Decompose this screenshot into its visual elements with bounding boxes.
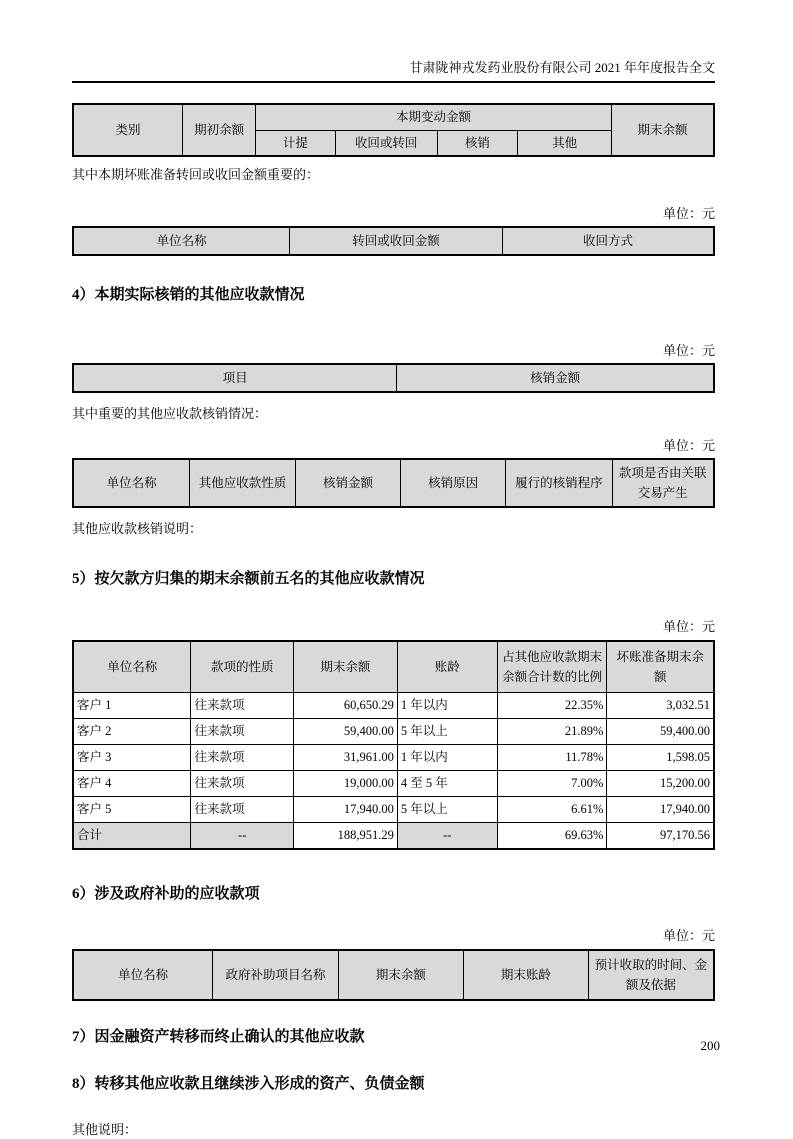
- table-cell: 合计: [73, 823, 191, 849]
- table-cell: --: [191, 823, 294, 849]
- important-writeoff-table: [72, 458, 715, 508]
- table-cell: 往来款项: [191, 797, 294, 823]
- note-important-reversals: 其中本期坏账准备转回或收回金额重要的：: [72, 167, 320, 182]
- table-row: [73, 227, 714, 255]
- unit-label: 单位：元: [662, 343, 715, 359]
- section-heading-8: 8）转移其他应收款且继续涉入形成的资产、负债金额: [72, 1075, 425, 1092]
- column-header: 核销金额: [397, 364, 714, 392]
- table-cell: 客户 2: [73, 719, 191, 745]
- column-header: 款项是否由关联交易产生: [612, 459, 714, 507]
- column-header: 单位名称: [73, 950, 213, 1000]
- table-cell: 22.35%: [497, 693, 607, 719]
- column-header: 单位名称: [73, 641, 191, 693]
- top5-other-receivables-table: [72, 640, 715, 850]
- column-header: 其他: [518, 130, 612, 156]
- table-cell: 客户 4: [73, 771, 191, 797]
- column-header: 核销: [437, 130, 518, 156]
- note-important-writeoffs: 其中重要的其他应收款核销情况：: [72, 406, 268, 422]
- table-cell: 往来款项: [191, 719, 294, 745]
- column-header: 占其他应收款期末余额合计数的比例: [497, 641, 607, 693]
- table-cell: 60,650.29: [293, 693, 397, 719]
- column-header: 款项的性质: [191, 641, 294, 693]
- column-header: 政府补助项目名称: [213, 950, 339, 1000]
- writeoff-amount-table: [72, 363, 715, 393]
- column-header: 收回方式: [502, 227, 714, 255]
- other-note: 其他说明：: [72, 1121, 138, 1137]
- column-header: 类别: [73, 104, 183, 156]
- table-cell: 188,951.29: [293, 823, 397, 849]
- table-cell: 5 年以上: [397, 797, 497, 823]
- column-header: 预计收取的时间、金额及依据: [588, 950, 714, 1000]
- table-cell: 往来款项: [191, 693, 294, 719]
- column-header: 坏账准备期末余额: [607, 641, 714, 693]
- table-cell: 19,000.00: [293, 771, 397, 797]
- column-header: 计提: [256, 130, 335, 156]
- document-header: [72, 0, 715, 83]
- unit-label: 单位：元: [662, 206, 715, 222]
- table-row: [73, 693, 714, 719]
- column-header: 履行的核销程序: [506, 459, 612, 507]
- table-cell: 4 至 5 年: [397, 771, 497, 797]
- column-header: 期末余额: [338, 950, 463, 1000]
- table-cell: 17,940.00: [293, 797, 397, 823]
- column-header: 期末余额: [611, 104, 714, 156]
- table-cell: 31,961.00: [293, 745, 397, 771]
- unit-label: 单位：元: [662, 618, 715, 634]
- column-header: 期初余额: [183, 104, 256, 156]
- unit-label: 单位：元: [662, 438, 715, 454]
- table-cell: 97,170.56: [607, 823, 714, 849]
- table-row: [73, 719, 714, 745]
- table-cell: 5 年以上: [397, 719, 497, 745]
- column-header: 其他应收款性质: [190, 459, 296, 507]
- table-cell: --: [397, 823, 497, 849]
- column-header: 单位名称: [73, 459, 190, 507]
- table-cell: 1,598.05: [607, 745, 714, 771]
- table-cell: 59,400.00: [607, 719, 714, 745]
- table-cell: 6.61%: [497, 797, 607, 823]
- table-cell: 1 年以内: [397, 693, 497, 719]
- table-cell: 往来款项: [191, 745, 294, 771]
- table-row: [73, 797, 714, 823]
- table-cell: 59,400.00: [293, 719, 397, 745]
- table-cell: 15,200.00: [607, 771, 714, 797]
- table-row: [73, 771, 714, 797]
- bad-debt-change-table: [72, 103, 715, 157]
- section-heading-5: 5）按欠款方归集的期末余额前五名的其他应收款情况: [72, 570, 425, 587]
- table-cell: 17,940.00: [607, 797, 714, 823]
- table-row: [73, 641, 714, 693]
- table-cell: 客户 3: [73, 745, 191, 771]
- section-heading-6: 6）涉及政府补助的应收款项: [72, 885, 260, 902]
- table-row: [73, 364, 714, 392]
- column-header-group: 本期变动金额: [256, 104, 612, 130]
- column-header: 期末账龄: [463, 950, 588, 1000]
- table-cell: 客户 1: [73, 693, 191, 719]
- unit-label: 单位：元: [662, 927, 715, 943]
- column-header: 期末余额: [293, 641, 397, 693]
- column-header: 核销原因: [401, 459, 506, 507]
- column-header: 项目: [73, 364, 397, 392]
- column-header: 转回或收回金额: [290, 227, 503, 255]
- table-cell: 69.63%: [497, 823, 607, 849]
- table-cell: 往来款项: [191, 771, 294, 797]
- note-writeoff-explanation: 其他应收款核销说明：: [72, 521, 203, 537]
- recovery-table: [72, 226, 715, 256]
- gov-subsidy-receivables-table: [72, 949, 715, 1001]
- page-number: 200: [700, 1038, 720, 1053]
- table-cell: 1 年以内: [397, 745, 497, 771]
- column-header: 核销金额: [295, 459, 400, 507]
- section-heading-7: 7）因金融资产转移而终止确认的其他应收款: [72, 1028, 365, 1045]
- column-header: 账龄: [397, 641, 497, 693]
- report-title: 甘肃陇神戎发药业股份有限公司 2021 年年度报告全文: [409, 60, 715, 75]
- table-cell: 21.89%: [497, 719, 607, 745]
- column-header: 收回或转回: [335, 130, 437, 156]
- table-cell: 11.78%: [497, 745, 607, 771]
- table-row: [73, 104, 714, 130]
- table-cell: 3,032.51: [607, 693, 714, 719]
- table-cell: 7.00%: [497, 771, 607, 797]
- table-row: [73, 950, 714, 1000]
- table-cell: 客户 5: [73, 797, 191, 823]
- table-row: [73, 459, 714, 507]
- table-total-row: [73, 823, 714, 849]
- column-header: 单位名称: [73, 227, 290, 255]
- table-row: [73, 745, 714, 771]
- section-heading-4: 4）本期实际核销的其他应收款情况: [72, 287, 305, 304]
